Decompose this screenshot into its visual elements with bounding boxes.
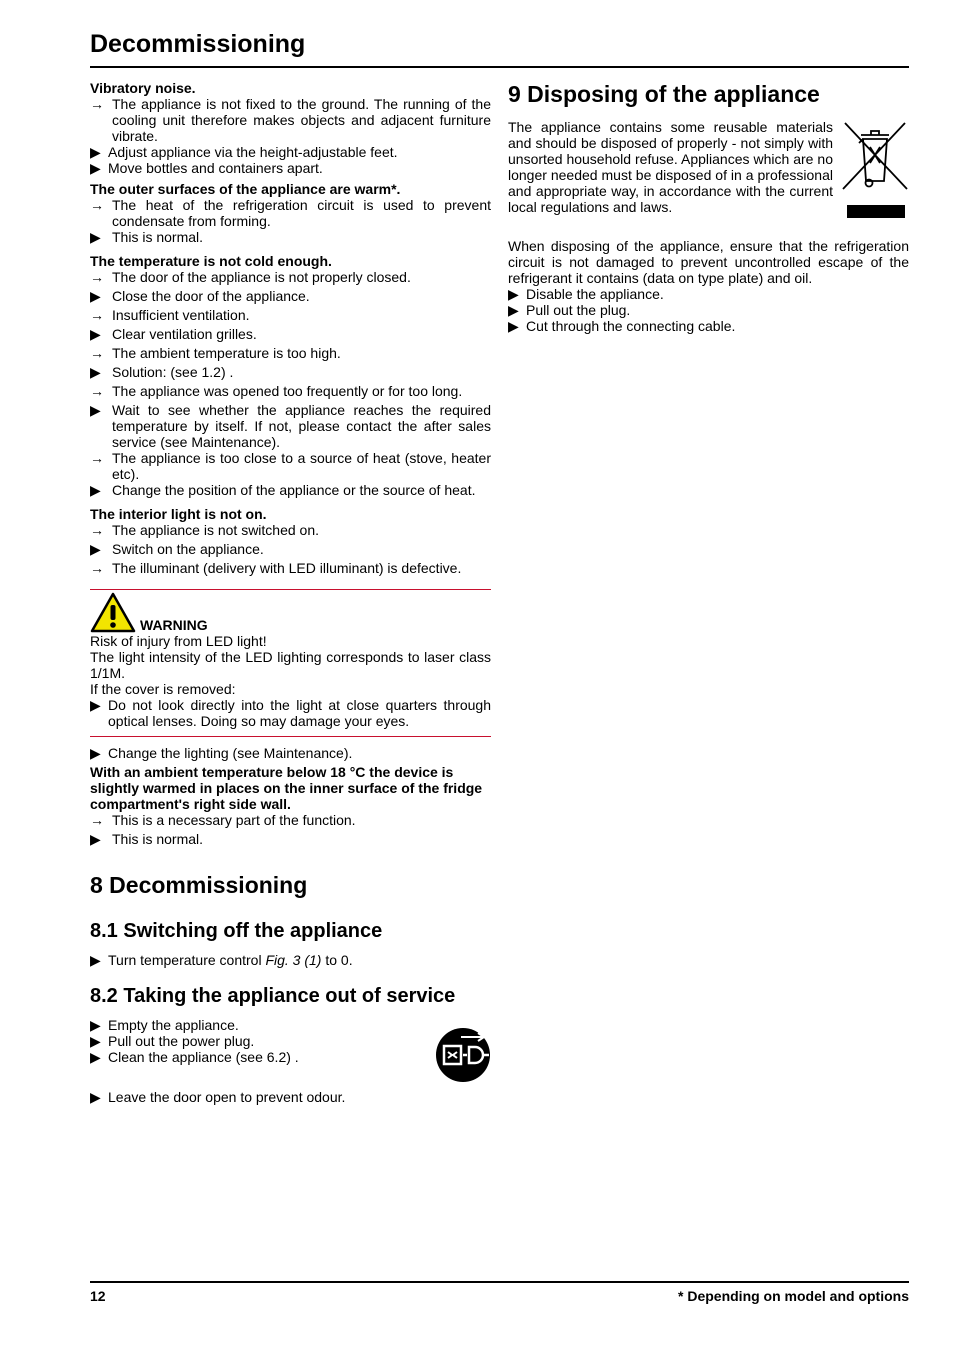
right-column	[508, 80, 909, 334]
action-item: ▶ Do not look directly into the light at close quarters through optical lenses. Doing so may damage your eyes.	[90, 697, 491, 729]
arrow-icon: →	[90, 96, 104, 112]
triangle-icon: ▶	[90, 745, 101, 761]
unplug-icon	[435, 1027, 491, 1083]
warning-line: Risk of injury from LED light!	[90, 633, 267, 649]
triangle-icon: ▶	[508, 286, 519, 302]
cause-item: → The appliance is not switched on.	[90, 522, 320, 538]
triangle-icon: ▶	[90, 229, 101, 245]
action-item: ▶ Leave the door open to prevent odour.	[90, 1089, 346, 1105]
action-item: ▶ Clean the appliance (see 6.2) .	[90, 1049, 299, 1065]
action-item: ▶ Wait to see whether the appliance reaches the required temperature by itself. If not, please contact the after sales service (see Maintenance).	[90, 402, 491, 450]
arrow-icon: →	[90, 345, 104, 361]
cause-item: → The illuminant (delivery with LED illuminant) is defective.	[90, 560, 462, 576]
page-number: 12	[90, 1288, 106, 1304]
triangle-icon: ▶	[90, 144, 101, 160]
arrow-icon: →	[90, 383, 104, 399]
vibratory-heading: Vibratory noise.	[90, 80, 196, 96]
cause-item: → The door of the appliance is not properly closed.	[90, 269, 411, 285]
triangle-icon: ▶	[90, 326, 101, 342]
triangle-icon: ▶	[90, 541, 101, 557]
warning-title: WARNING	[140, 617, 208, 633]
triangle-icon: ▶	[90, 1089, 101, 1105]
section-8-2-list	[90, 1017, 491, 1107]
crossed-out-bin-icon	[841, 119, 909, 219]
triangle-icon: ▶	[90, 1033, 101, 1049]
triangle-icon: ▶	[90, 160, 101, 176]
triangle-icon: ▶	[90, 697, 101, 713]
action-item: ▶ Pull out the power plug.	[90, 1033, 255, 1049]
section-9-title: 9 Disposing of the appliance	[508, 81, 820, 107]
action-item: ▶ Close the door of the appliance.	[90, 288, 310, 304]
triangle-icon: ▶	[90, 952, 101, 968]
action-item: ▶ Disable the appliance.	[508, 286, 664, 302]
action-item: ▶ Clear ventilation grilles.	[90, 326, 257, 342]
warning-line: If the cover is removed:	[90, 681, 236, 697]
section-8-1-title: 8.1 Switching off the appliance	[90, 920, 383, 942]
arrow-icon: →	[90, 522, 104, 538]
cause-item: → This is a necessary part of the function.	[90, 812, 356, 828]
weee-symbol	[841, 119, 909, 222]
disposal-paragraph: The appliance contains some reusable materials and should be disposed of properly - not simply with unsorted household refuse. Appliances which are no longer needed must be disposed of in a professional and appropriate way, in accordance with the current local regulations and laws.	[508, 119, 833, 215]
action-item: ▶ Change the lighting (see Maintenance).	[90, 745, 353, 761]
section-8-title: 8 Decommissioning	[90, 872, 308, 898]
arrow-icon: →	[90, 450, 104, 466]
triangle-icon: ▶	[90, 1017, 101, 1033]
action-item: ▶ Cut through the connecting cable.	[508, 318, 736, 334]
action-item: ▶ Solution: (see 1.2) .	[90, 364, 234, 380]
left-column	[90, 80, 491, 1107]
cause-item: → The heat of the refrigeration circuit is used to prevent condensate from forming.	[90, 197, 491, 229]
page-header-title: Decommissioning	[90, 30, 306, 58]
action-item: ▶ This is normal.	[90, 831, 204, 847]
action-item: ▶ Switch on the appliance.	[90, 541, 264, 557]
footer-note: * Depending on model and options	[678, 1288, 909, 1304]
cause-item: → Insufficient ventilation.	[90, 307, 250, 323]
triangle-icon: ▶	[90, 1049, 101, 1065]
cause-item: → The appliance is too close to a source of heat (stove, heater etc).	[90, 450, 491, 482]
action-item: ▶ Empty the appliance.	[90, 1017, 239, 1033]
ambient-heading: With an ambient temperature below 18 °C the device is slightly warmed in places on the inner surface of the fridge compartment's right side wall.	[90, 764, 483, 812]
action-item: ▶ Change the position of the appliance or the source of heat.	[90, 482, 476, 498]
triangle-icon: ▶	[508, 302, 519, 318]
action-item: ▶ Adjust appliance via the height-adjustable feet.	[90, 144, 398, 160]
action-item: ▶ Move bottles and containers apart.	[90, 160, 323, 176]
action-item: ▶ Pull out the plug.	[508, 302, 631, 318]
arrow-icon: →	[90, 812, 104, 828]
cause-item: → The ambient temperature is too high.	[90, 345, 341, 361]
disposal-intro	[508, 119, 909, 222]
arrow-icon: →	[90, 307, 104, 323]
action-item: ▶ Turn temperature control Fig. 3 (1) to 0.	[90, 952, 353, 968]
triangle-icon: ▶	[90, 364, 101, 380]
action-item: ▶ This is normal.	[90, 229, 204, 245]
triangle-icon: ▶	[90, 402, 101, 418]
arrow-icon: →	[90, 197, 104, 213]
warning-top-rule	[90, 589, 491, 590]
cause-item: → The appliance was opened too frequently or for too long.	[90, 383, 463, 399]
triangle-icon: ▶	[90, 482, 101, 498]
triangle-icon: ▶	[90, 288, 101, 304]
light-heading: The interior light is not on.	[90, 506, 267, 522]
arrow-icon: →	[90, 560, 104, 576]
disposal-paragraph: When disposing of the appliance, ensure that the refrigeration circuit is not damaged to prevent uncontrolled escape of the refrigerant it contains (data on type plate) and oil.	[508, 238, 909, 286]
warning-triangle-icon	[90, 592, 136, 633]
footer-rule	[90, 1281, 909, 1283]
header-rule	[90, 66, 909, 68]
warning-line: The light intensity of the LED lighting corresponds to laser class 1/1M.	[90, 649, 491, 681]
warning-title-row	[90, 592, 491, 633]
warm-heading: The outer surfaces of the appliance are warm*.	[90, 181, 401, 197]
arrow-icon: →	[90, 269, 104, 285]
warning-bottom-rule	[90, 736, 491, 737]
notcold-heading: The temperature is not cold enough.	[90, 253, 332, 269]
cause-item: → The appliance is not fixed to the ground. The running of the cooling unit therefore makes objects and adjacent furniture vibrate.	[90, 96, 491, 144]
triangle-icon: ▶	[508, 318, 519, 334]
figure-reference-link[interactable]: Fig. 3 (1)	[265, 952, 322, 968]
triangle-icon: ▶	[90, 831, 101, 847]
section-8-2-title: 8.2 Taking the appliance out of service	[90, 985, 456, 1007]
